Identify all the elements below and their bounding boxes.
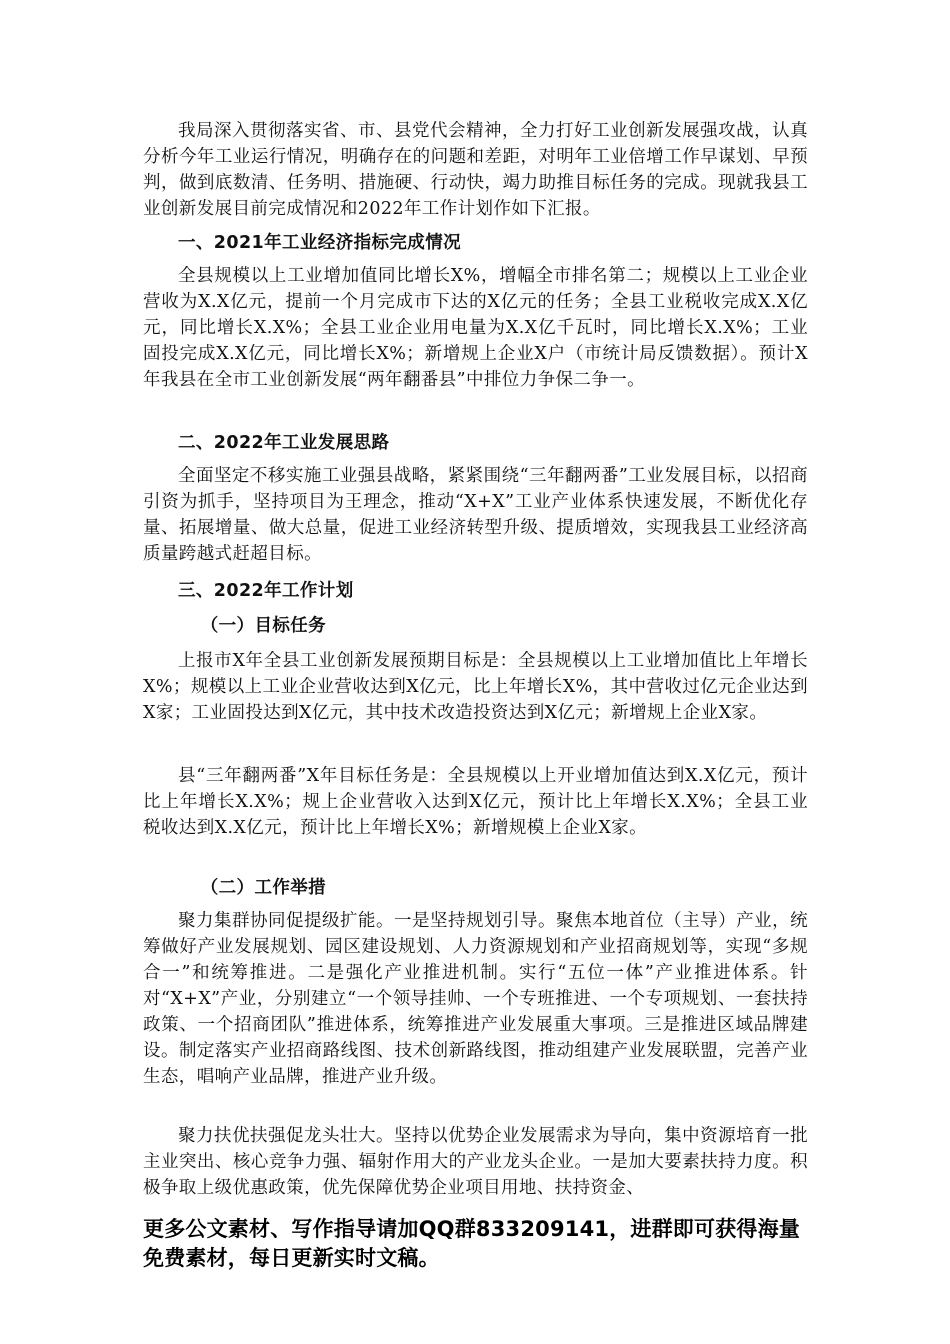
- intro-paragraph: 我局深入贯彻落实省、市、县党代会精神，全力打好工业创新发展强攻战，认真分析今年工业运行情况，明确存在的问题和差距，对明年工业倍增工作早谋划、早预判，做到底数清、任务明、措施硬、行动快，竭力助推目标任务的完成。现就我县工业创新发展目前完成情况和2022年工作计划作如下汇报。: [143, 121, 808, 219]
- subsection-2-heading: （二）工作举措: [200, 878, 327, 898]
- subsection-1-heading: （一）目标任务: [200, 616, 327, 636]
- footer-promo-text: 更多公文素材、写作指导请加QQ群833209141，进群即可获得海量免费素材，每日更新实时文稿。: [143, 1217, 801, 1270]
- section-3-heading: 三、2022年工作计划: [178, 581, 354, 601]
- subsection-1-paragraph-2: 县“三年翻两番”X年目标任务是：全县规模以上开业增加值达到X.X亿元，预计比上年增长X.X%；规上企业营收入达到X亿元，预计比上年增长X.X%；全县工业税收达到X.X亿元，预计比上年增长X%；新增规模上企业X家。: [143, 766, 808, 838]
- subsection-2-paragraph-1: 聚力集群协同促提级扩能。一是坚持规划引导。聚焦本地首位（主导）产业，统筹做好产业发展规划、园区建设规划、人力资源规划和产业招商规划等，实现“多规合一”和统筹推进。二是强化产业推进机制。实行“五位一体”产业推进体系。针对“X+X”产业，分别建立“一个领导挂帅、一个专班推进、一个专项规划、一套扶持政策、一个招商团队”推进体系，统筹推进产业发展重大事项。三是推进区域品牌建设。制定落实产业招商路线图、技术创新路线图，推动组建产业发展联盟，完善产业生态，唱响产业品牌，推进产业升级。: [143, 911, 808, 1087]
- section-2-heading: 二、2022年工业发展思路: [178, 433, 390, 453]
- section-1-heading: 一、2021年工业经济指标完成情况: [178, 233, 462, 253]
- subsection-2-paragraph-2: 聚力扶优扶强促龙头壮大。坚持以优势企业发展需求为导向，集中资源培育一批主业突出、核心竞争力强、辐射作用大的产业龙头企业。一是加大要素扶持力度。积极争取上级优惠政策，优先保障优势企业项目用地、扶持资金、: [143, 1126, 808, 1198]
- section-1-paragraph: 全县规模以上工业增加值同比增长X%，增幅全市排名第二；规模以上工业企业营收为X.X亿元，提前一个月完成市下达的X亿元的任务；全县工业税收完成X.X亿元，同比增长X.X%；全县工业企业用电量为X.X亿千瓦时，同比增长X.X%；工业固投完成X.X亿元，同比增长X%；新增规上企业X户（市统计局反馈数据）。预计X年我县在全市工业创新发展“两年翻番县”中排位力争保二争一。: [143, 266, 808, 390]
- subsection-1-paragraph-1: 上报市X年全县工业创新发展预期目标是：全县规模以上工业增加值比上年增长X%；规模以上工业企业营收达到X亿元，比上年增长X%，其中营收过亿元企业达到X家；工业固投达到X亿元，其中技术改造投资达到X亿元；新增规上企业X家。: [143, 651, 808, 723]
- section-2-paragraph: 全面坚定不移实施工业强县战略，紧紧围绕“三年翻两番”工业发展目标，以招商引资为抓手，坚持项目为王理念，推动“X+X”工业产业体系快速发展，不断优化存量、拓展增量、做大总量，促进工业经济转型升级、提质增效，实现我县工业经济高质量跨越式赶超目标。: [143, 466, 808, 564]
